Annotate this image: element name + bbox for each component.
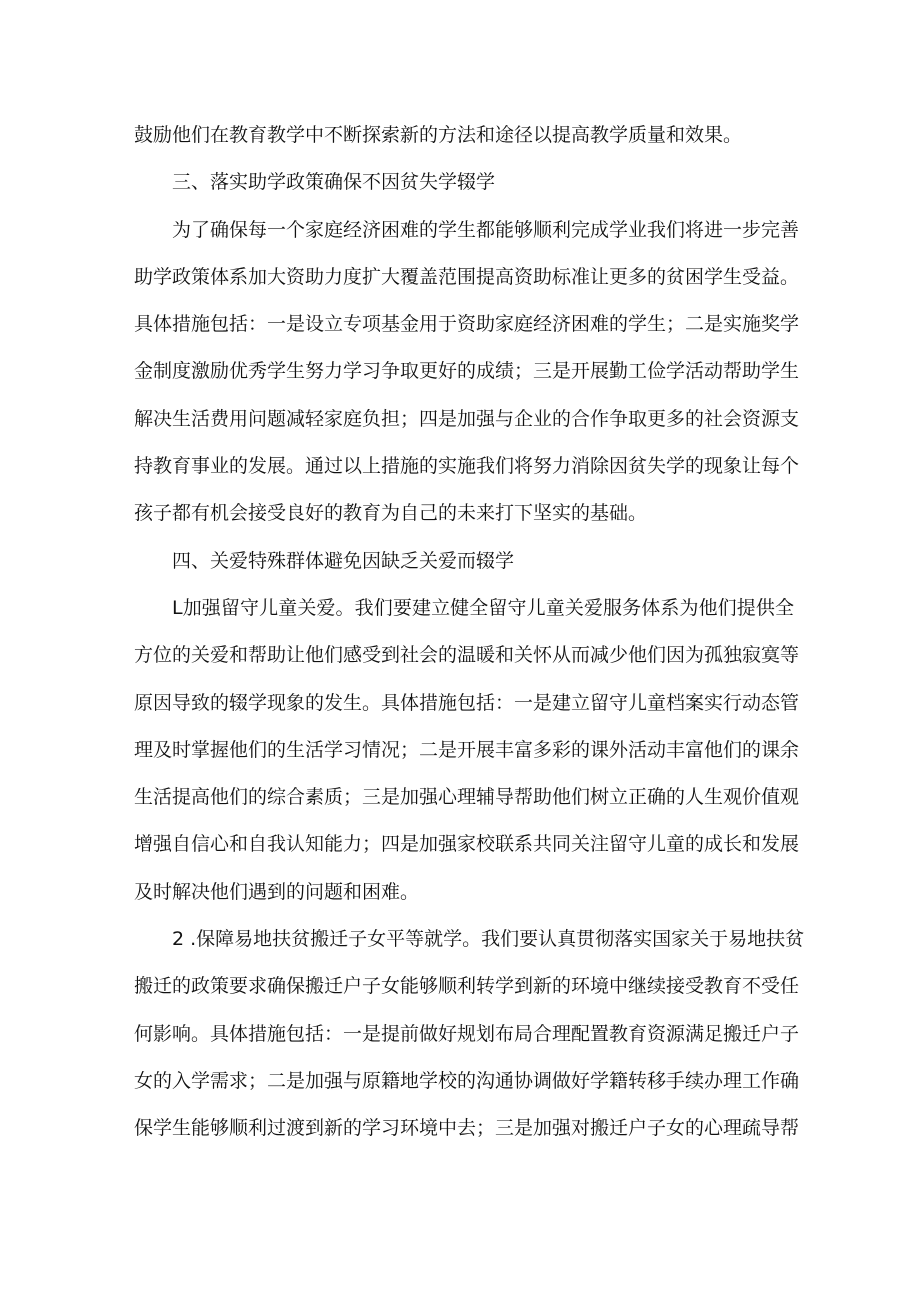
text-line: 生活提高他们的综合素质；三是加强心理辅导帮助他们树立正确的人生观价值观 xyxy=(134,786,800,809)
text-line: 为了确保每一个家庭经济困难的学生都能够顺利完成学业我们将进一步完善 xyxy=(172,218,800,241)
text-line: 何影响。具体措施包括：一是提前做好规划布局合理配置教育资源满足搬迁户子 xyxy=(134,1022,800,1045)
text-line: 保学生能够顺利过渡到新的学习环境中去；三是加强对搬迁户子女的心理疏导帮 xyxy=(134,1117,800,1140)
text-line: 增强自信心和自我认知能力；四是加强家校联系共同关注留守儿童的成长和发展 xyxy=(134,833,800,856)
text-line: 2 .保障易地扶贫搬迁子女平等就学。我们要认真贯彻落实国家关于易地扶贫 xyxy=(172,928,805,951)
text-line: 持教育事业的发展。通过以上措施的实施我们将努力消除因贫失学的现象让每个 xyxy=(134,455,800,478)
text-line: 金制度激励优秀学生努力学习争取更好的成绩；三是开展勤工俭学活动帮助学生 xyxy=(134,360,800,383)
section-heading xyxy=(134,159,794,206)
text-line: 搬迁的政策要求确保搬迁户子女能够顺利转学到新的环境中继续接受教育不受任 xyxy=(134,975,800,998)
paragraph xyxy=(134,916,805,1152)
paragraph xyxy=(134,112,794,159)
text-line: 助学政策体系加大资助力度扩大覆盖范围提高资助标准让更多的贫困学生受益。 xyxy=(134,265,800,288)
text-line: 鼓励他们在教育教学中不断探索新的方法和途径以提高教学质量和效果。 xyxy=(134,124,743,146)
document-body xyxy=(134,112,805,1153)
paragraph xyxy=(134,585,800,916)
text-line: 具体措施包括：一是设立专项基金用于资助家庭经济困难的学生；二是实施奖学 xyxy=(134,313,800,336)
text-line: 解决生活费用问题减轻家庭负担；四是加强与企业的合作争取更多的社会资源支 xyxy=(134,407,800,430)
text-line: 方位的关爱和帮助让他们感受到社会的温暖和关怀从而减少他们因为孤独寂寞等 xyxy=(134,644,800,667)
text-line: 理及时掌握他们的生活学习情况；二是开展丰富多彩的课外活动丰富他们的课余 xyxy=(134,738,800,761)
text-line: 原因导致的辍学现象的发生。具体措施包括：一是建立留守儿童档案实行动态管 xyxy=(134,691,800,714)
text-line: 女的入学需求；二是加强与原籍地学校的沟通协调做好学籍转移手续办理工作确 xyxy=(134,1069,800,1092)
text-line: L加强留守儿童关爱。我们要建立健全留守儿童关爱服务体系为他们提供全 xyxy=(172,596,794,619)
paragraph xyxy=(134,207,800,538)
heading-text: 四、关爱特殊群体避免因缺乏关爱而辍学 xyxy=(172,549,515,572)
text-line: 孩子都有机会接受良好的教育为自己的未来打下坚实的基础。 xyxy=(134,502,648,525)
text-line: 及时解决他们遇到的问题和困难。 xyxy=(134,880,420,903)
section-heading xyxy=(134,538,794,585)
heading-text: 三、落实助学政策确保不因贫失学辍学 xyxy=(172,171,496,194)
